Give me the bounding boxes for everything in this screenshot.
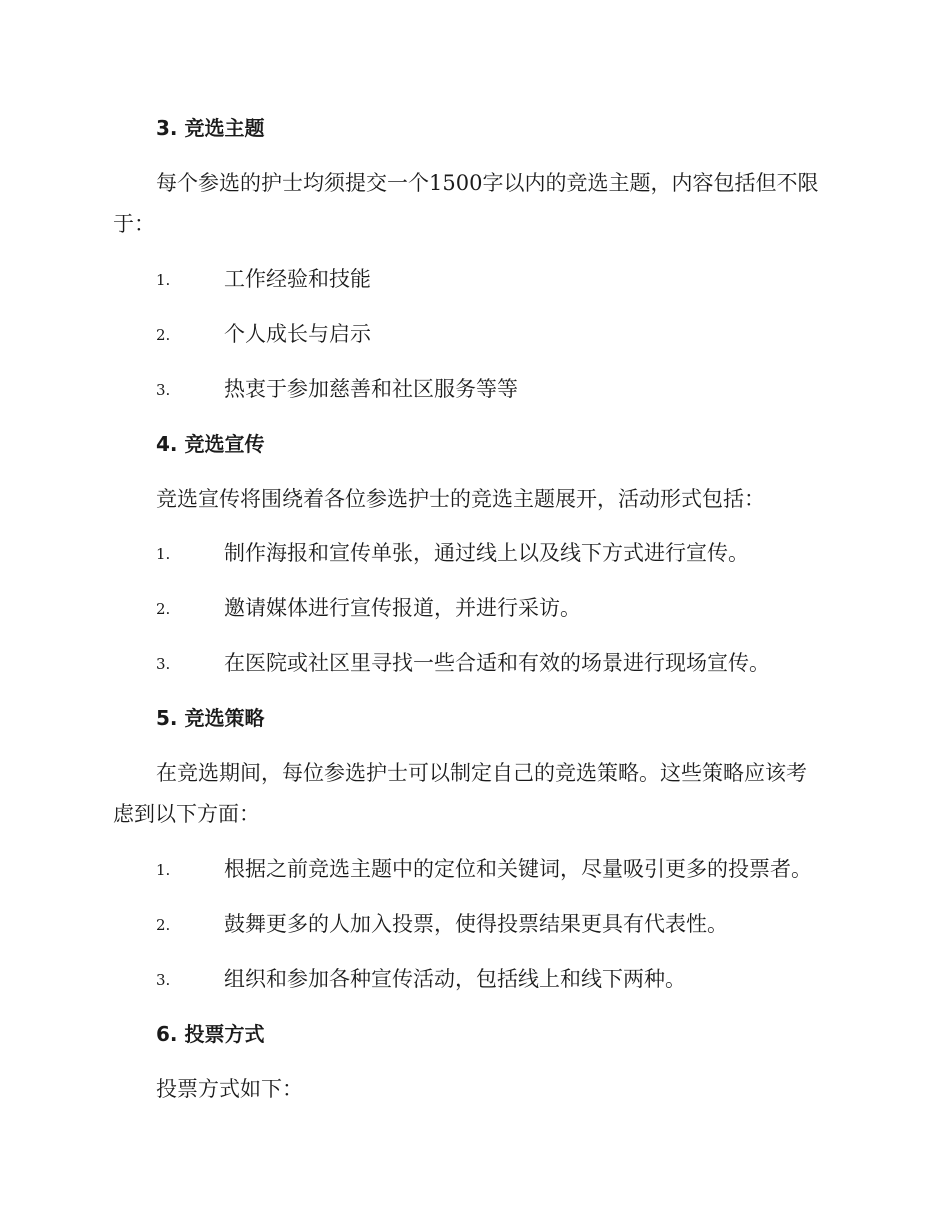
list-item-text: 个人成长与启示 [224,322,371,346]
list-item-text: 根据之前竞选主题中的定位和关键词，尽量吸引更多的投票者。 [224,857,812,881]
section-heading-4: 4. 竞选宣传 [156,432,265,456]
section-heading-3: 3. 竞选主题 [156,116,265,140]
section-6-intro-line-1: 投票方式如下： [156,1077,303,1101]
section-3-intro-line-1: 每个参选的护士均须提交一个1500字以内的竞选主题，内容包括但不限 [156,171,819,195]
list-item-number: 1. [156,545,171,563]
list-item-text: 热衷于参加慈善和社区服务等等 [224,377,518,401]
section-4-intro-line-1: 竞选宣传将围绕着各位参选护士的竞选主题展开，活动形式包括： [156,487,765,511]
list-item-number: 2. [156,326,171,344]
list-item-text: 工作经验和技能 [224,267,371,291]
list-item-number: 3. [156,971,171,989]
list-item-number: 3. [156,381,171,399]
list-item-text: 在医院或社区里寻找一些合适和有效的场景进行现场宣传。 [224,651,770,675]
section-5-intro-line-1: 在竞选期间，每位参选护士可以制定自己的竞选策略。这些策略应该考 [156,761,807,785]
list-item-number: 1. [156,271,171,289]
section-heading-5: 5. 竞选策略 [156,706,265,730]
list-item-number: 2. [156,600,171,618]
list-item-text: 制作海报和宣传单张，通过线上以及线下方式进行宣传。 [224,541,749,565]
section-3-intro-line-2: 于： [113,212,155,236]
list-item-text: 鼓舞更多的人加入投票，使得投票结果更具有代表性。 [224,912,728,936]
list-item-number: 1. [156,861,171,879]
list-item-text: 邀请媒体进行宣传报道，并进行采访。 [224,596,581,620]
list-item-number: 3. [156,655,171,673]
section-5-intro-line-2: 虑到以下方面： [113,802,260,826]
list-item-number: 2. [156,916,171,934]
section-heading-6: 6. 投票方式 [156,1022,265,1046]
list-item-text: 组织和参加各种宣传活动，包括线上和线下两种。 [224,967,686,991]
